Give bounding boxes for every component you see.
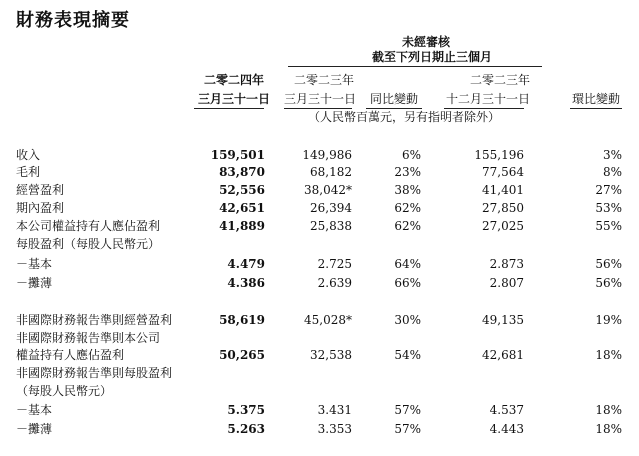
- cell-yoy: 62%: [394, 201, 421, 215]
- cell-yoy: 57%: [394, 403, 421, 417]
- cell-2023q4: 4.537: [489, 403, 524, 417]
- cell-2024q1: 5.263: [227, 422, 265, 436]
- header-rule-qoq: [570, 108, 622, 109]
- cell-2024q1: 4.479: [227, 257, 265, 271]
- cell-2023q4: 2.807: [489, 276, 524, 290]
- cell-2023q1: 3.431: [317, 403, 352, 417]
- cell-2023q4: 2.873: [489, 257, 524, 271]
- cell-yoy: 30%: [394, 313, 421, 327]
- cell-yoy: 54%: [394, 348, 421, 362]
- cell-2023q4: 77,564: [482, 165, 524, 179]
- col-2023q1-line2: 三月三十一日: [284, 92, 357, 106]
- col-2023q1-line1: 二零二三年: [294, 73, 355, 87]
- row-label: 每股盈利（每股人民幣元）: [16, 237, 161, 251]
- col-2024q1-line1: 二零二四年: [204, 73, 265, 87]
- cell-qoq: 18%: [595, 422, 622, 436]
- cell-2023q4: 27,025: [482, 219, 524, 233]
- row-label: －基本: [16, 257, 53, 271]
- cell-yoy: 66%: [394, 276, 421, 290]
- col-qoq: 環比變動: [572, 92, 621, 106]
- cell-qoq: 18%: [595, 348, 622, 362]
- cell-2024q1: 5.375: [227, 403, 265, 417]
- header-unaudited: 未經審核: [402, 35, 451, 49]
- cell-2024q1: 83,870: [219, 165, 265, 179]
- cell-2024q1: 58,619: [219, 313, 265, 327]
- cell-2023q4: 27,850: [482, 201, 524, 215]
- header-rule-2023q4: [444, 108, 524, 109]
- cell-2024q1: 159,501: [210, 148, 265, 162]
- row-label: 非國際財務報告準則每股盈利: [16, 366, 173, 380]
- cell-yoy: 23%: [394, 165, 421, 179]
- row-label: 經營盈利: [16, 183, 65, 197]
- cell-yoy: 62%: [394, 219, 421, 233]
- cell-2023q4: 41,401: [482, 183, 524, 197]
- cell-2023q1: 3.353: [317, 422, 352, 436]
- header-rule-yoy: [366, 108, 422, 109]
- header-rule-2024q1: [194, 108, 264, 109]
- row-label: 權益持有人應佔盈利: [16, 348, 125, 362]
- row-label: 收入: [16, 148, 41, 162]
- cell-2023q1: 149,986: [302, 148, 352, 162]
- row-label: 非國際財務報告準則經營盈利: [16, 313, 173, 327]
- cell-2023q1: 25,838: [310, 219, 352, 233]
- cell-2023q1: 38,042*: [304, 183, 352, 197]
- cell-2023q1: 45,028*: [304, 313, 352, 327]
- header-rule-2023q1: [284, 108, 352, 109]
- cell-qoq: 53%: [595, 201, 622, 215]
- unit-note: （人民幣百萬元，另有指明者除外）: [308, 110, 501, 124]
- cell-qoq: 3%: [602, 148, 622, 162]
- cell-2024q1: 42,651: [219, 201, 265, 215]
- header-rule-period: [288, 66, 542, 67]
- cell-2023q4: 42,681: [482, 348, 524, 362]
- cell-2023q1: 26,394: [310, 201, 352, 215]
- cell-qoq: 56%: [595, 257, 622, 271]
- header-period: 截至下列日期止三個月: [372, 50, 493, 64]
- cell-2024q1: 41,889: [219, 219, 265, 233]
- cell-qoq: 8%: [602, 165, 622, 179]
- cell-2023q1: 2.725: [317, 257, 352, 271]
- page-title: 財務表現摘要: [16, 10, 130, 31]
- col-2024q1-line2: 三月三十一日: [198, 92, 271, 106]
- row-label: 本公司權益持有人應佔盈利: [16, 219, 161, 233]
- col-yoy: 同比變動: [370, 92, 419, 106]
- cell-2023q4: 4.443: [489, 422, 524, 436]
- cell-qoq: 56%: [595, 276, 622, 290]
- cell-2023q1: 68,182: [310, 165, 352, 179]
- row-label: 毛利: [16, 165, 41, 179]
- cell-qoq: 27%: [595, 183, 622, 197]
- cell-yoy: 38%: [394, 183, 421, 197]
- row-label: （每股人民幣元）: [16, 384, 113, 398]
- cell-2023q1: 2.639: [317, 276, 352, 290]
- cell-qoq: 18%: [595, 403, 622, 417]
- cell-yoy: 6%: [401, 148, 421, 162]
- row-label: 期內盈利: [16, 201, 65, 215]
- cell-2023q1: 32,538: [310, 348, 352, 362]
- cell-2024q1: 50,265: [219, 348, 265, 362]
- cell-yoy: 57%: [394, 422, 421, 436]
- cell-2024q1: 4.386: [227, 276, 265, 290]
- cell-2023q4: 155,196: [474, 148, 524, 162]
- cell-qoq: 19%: [595, 313, 622, 327]
- col-2023q4-line1: 二零二三年: [470, 73, 531, 87]
- cell-2024q1: 52,556: [219, 183, 265, 197]
- cell-qoq: 55%: [595, 219, 622, 233]
- row-label: －基本: [16, 403, 53, 417]
- cell-2023q4: 49,135: [482, 313, 524, 327]
- cell-yoy: 64%: [394, 257, 421, 271]
- row-label: －攤薄: [16, 276, 53, 290]
- col-2023q4-line2: 十二月三十一日: [446, 92, 531, 106]
- row-label: －攤薄: [16, 422, 53, 436]
- row-label: 非國際財務報告準則本公司: [16, 331, 161, 345]
